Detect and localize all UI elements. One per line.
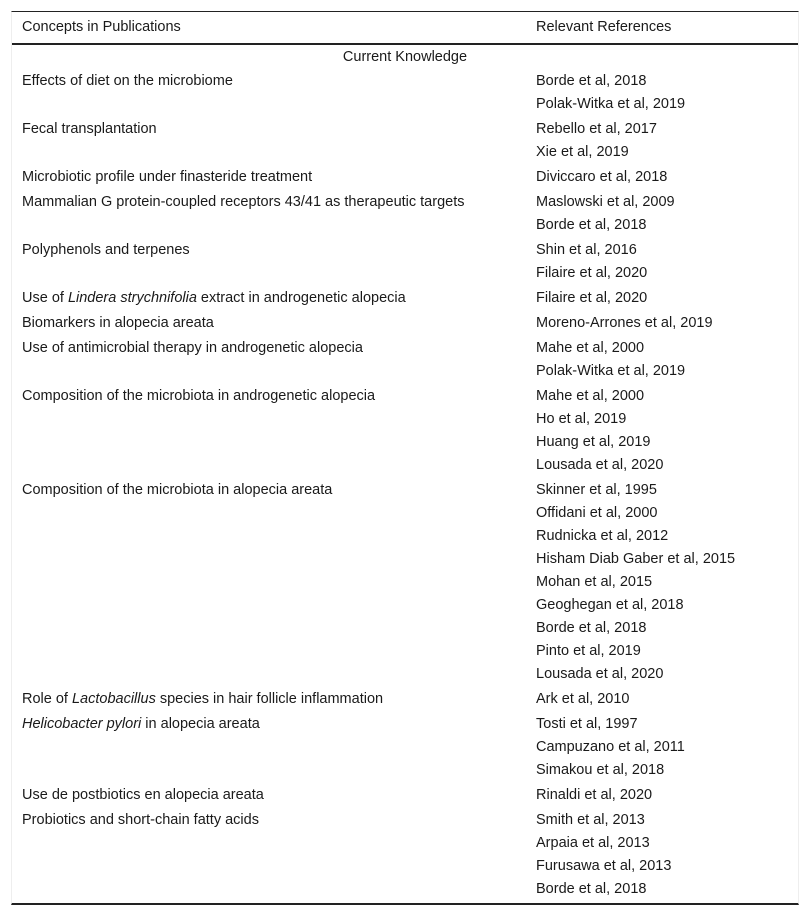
reference-item: Rebello et al, 2017 bbox=[536, 121, 657, 137]
reference-item: Lousada et al, 2020 bbox=[536, 666, 664, 682]
table-row bbox=[12, 238, 798, 286]
table-row bbox=[12, 311, 798, 336]
concept-text: Polyphenols and terpenes bbox=[22, 242, 190, 258]
reference-item: Rudnicka et al, 2012 bbox=[536, 528, 669, 544]
concept-cell bbox=[12, 784, 536, 807]
table-row bbox=[12, 190, 798, 238]
table-row bbox=[12, 808, 798, 903]
reference-item: Shin et al, 2016 bbox=[536, 242, 637, 258]
concept-cell bbox=[12, 70, 536, 116]
reference-item: Mahe et al, 2000 bbox=[536, 340, 645, 356]
references-cell bbox=[536, 312, 798, 335]
header-references: Relevant References bbox=[536, 19, 672, 35]
references-cell bbox=[536, 239, 798, 285]
concept-cell bbox=[12, 713, 536, 782]
concept-text: Composition of the microbiota in alopecia areata bbox=[22, 482, 333, 498]
references-cell bbox=[536, 70, 798, 116]
table-row bbox=[12, 712, 798, 783]
concept-cell bbox=[12, 166, 536, 189]
reference-item: Borde et al, 2018 bbox=[536, 217, 647, 233]
references-cell bbox=[536, 118, 798, 164]
concept-text: species in hair follicle inflammation bbox=[155, 691, 384, 707]
reference-item: Offidani et al, 2000 bbox=[536, 505, 658, 521]
concept-text: Effects of diet on the microbiome bbox=[22, 73, 233, 89]
concept-text: in alopecia areata bbox=[141, 716, 260, 732]
table-row bbox=[12, 165, 798, 190]
reference-item: Smith et al, 2013 bbox=[536, 812, 645, 828]
table-row bbox=[12, 117, 798, 165]
reference-item: Polak-Witka et al, 2019 bbox=[536, 96, 686, 112]
reference-item: Borde et al, 2018 bbox=[536, 881, 647, 897]
table-row bbox=[12, 286, 798, 311]
references-cell bbox=[536, 713, 798, 782]
header-concepts: Concepts in Publications bbox=[22, 19, 181, 35]
reference-item: Huang et al, 2019 bbox=[536, 434, 651, 450]
reference-item: Borde et al, 2018 bbox=[536, 73, 647, 89]
references-table bbox=[11, 11, 799, 905]
reference-item: Arpaia et al, 2013 bbox=[536, 835, 650, 851]
concept-text: Fecal transplantation bbox=[22, 121, 157, 137]
concept-cell bbox=[12, 479, 536, 686]
reference-item: Simakou et al, 2018 bbox=[536, 762, 665, 778]
concept-cell bbox=[12, 312, 536, 335]
reference-item: Hisham Diab Gaber et al, 2015 bbox=[536, 551, 736, 567]
reference-item: Maslowski et al, 2009 bbox=[536, 194, 675, 210]
concept-text: Probiotics and short-chain fatty acids bbox=[22, 812, 259, 828]
reference-item: Borde et al, 2018 bbox=[536, 620, 647, 636]
concept-cell bbox=[12, 809, 536, 901]
concept-cell bbox=[12, 688, 536, 711]
references-cell bbox=[536, 191, 798, 237]
references-cell bbox=[536, 809, 798, 901]
concept-text: Composition of the microbiota in androgenetic alopecia bbox=[22, 388, 376, 404]
reference-item: Furusawa et al, 2013 bbox=[536, 858, 672, 874]
table-row bbox=[12, 687, 798, 712]
table-body bbox=[12, 69, 798, 903]
concept-text: Use of antimicrobial therapy in androgenetic alopecia bbox=[22, 340, 363, 356]
concept-text: Use of bbox=[22, 290, 68, 306]
table-row bbox=[12, 336, 798, 384]
concept-cell bbox=[12, 191, 536, 237]
table-row bbox=[12, 384, 798, 478]
reference-item: Geoghegan et al, 2018 bbox=[536, 597, 684, 613]
concept-cell bbox=[12, 118, 536, 164]
reference-item: Mohan et al, 2015 bbox=[536, 574, 653, 590]
reference-item: Diviccaro et al, 2018 bbox=[536, 169, 668, 185]
references-cell bbox=[536, 784, 798, 807]
concept-text: Biomarkers in alopecia areata bbox=[22, 315, 214, 331]
concept-text: Mammalian G protein-coupled receptors 43/41 as therapeutic targets bbox=[22, 194, 465, 210]
concept-cell bbox=[12, 337, 536, 383]
concept-italic-text: Lindera strychnifolia bbox=[67, 290, 197, 306]
concept-italic-text: Helicobacter pylori bbox=[22, 716, 142, 732]
reference-item: Filaire et al, 2020 bbox=[536, 265, 648, 281]
concept-text: Use de postbiotics en alopecia areata bbox=[22, 787, 264, 803]
reference-item: Filaire et al, 2020 bbox=[536, 290, 648, 306]
concept-text: Microbiotic profile under finasteride treatment bbox=[22, 169, 313, 185]
concept-text: extract in androgenetic alopecia bbox=[196, 290, 406, 306]
concept-text: Role of bbox=[22, 691, 72, 707]
section-heading: Current Knowledge bbox=[342, 49, 468, 65]
table-row bbox=[12, 783, 798, 808]
references-cell bbox=[536, 479, 798, 686]
references-cell bbox=[536, 337, 798, 383]
reference-item: Mahe et al, 2000 bbox=[536, 388, 645, 404]
reference-item: Ark et al, 2010 bbox=[536, 691, 630, 707]
reference-item: Skinner et al, 1995 bbox=[536, 482, 657, 498]
reference-item: Lousada et al, 2020 bbox=[536, 457, 664, 473]
concept-cell bbox=[12, 239, 536, 285]
references-cell bbox=[536, 385, 798, 477]
reference-item: Tosti et al, 1997 bbox=[536, 716, 638, 732]
reference-item: Xie et al, 2019 bbox=[536, 144, 629, 160]
references-cell bbox=[536, 688, 798, 711]
table-row bbox=[12, 69, 798, 117]
table-row bbox=[12, 478, 798, 687]
concept-cell bbox=[12, 385, 536, 477]
references-cell bbox=[536, 166, 798, 189]
reference-item: Moreno-Arrones et al, 2019 bbox=[536, 315, 713, 331]
table-header bbox=[12, 12, 798, 45]
reference-item: Polak-Witka et al, 2019 bbox=[536, 363, 686, 379]
reference-item: Campuzano et al, 2011 bbox=[536, 739, 685, 755]
reference-item: Rinaldi et al, 2020 bbox=[536, 787, 653, 803]
reference-item: Pinto et al, 2019 bbox=[536, 643, 641, 659]
concept-cell bbox=[12, 287, 536, 310]
concept-italic-text: Lactobacillus bbox=[71, 691, 156, 707]
references-cell bbox=[536, 287, 798, 310]
reference-item: Ho et al, 2019 bbox=[536, 411, 627, 427]
